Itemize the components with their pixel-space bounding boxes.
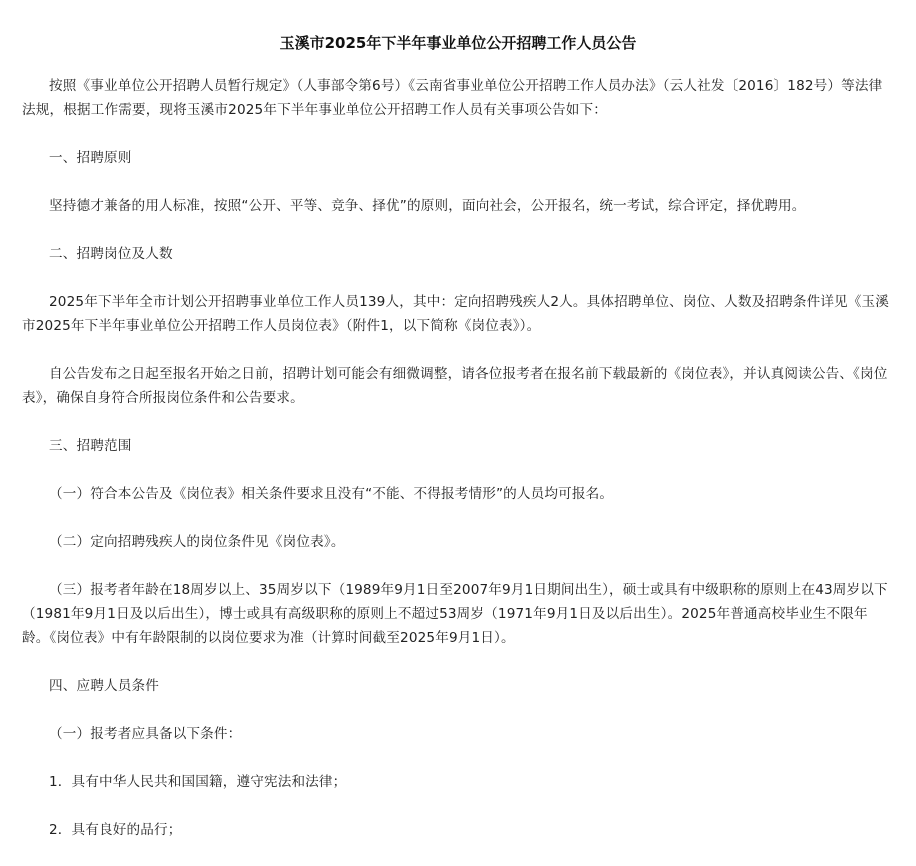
scope-item-1: （一）符合本公告及《岗位表》相关条件要求且没有“不能、不得报考情形”的人员均可报名。 (49, 486, 614, 502)
scope-item-2: （二）定向招聘残疾人的岗位条件见《岗位表》。 (49, 534, 345, 550)
conditions-subheading-1: （一）报考者应具备以下条件： (49, 726, 242, 742)
condition-item-1: 1．具有中华人民共和国国籍，遵守宪法和法律； (49, 774, 347, 790)
scope-item-3-age: （三）报考者年龄在18周岁以上、35周岁以下（1989年9月1日至2007年9月1日期间出生），硕士或具有中级职称的原则上在43周岁以下（1981年9月1日及以后出生），博士或具有高级职称的原则上不超过53周岁（1971年9月1日及以后出生）。2025年普通高校毕业生不限年龄。《岗位表》中有年龄限制的以岗位要求为准（计算时间截至2025年9月1日）。 (22, 582, 888, 646)
section-heading-principles: 一、招聘原则 (49, 150, 132, 166)
announcement-body (22, 74, 894, 866)
adjustment-paragraph: 自公告发布之日起至报名开始之日前，招聘计划可能会有细微调整，请各位报考者在报名前下载最新的《岗位表》，并认真阅读公告、《岗位表》，确保自身符合所报岗位条件和公告要求。 (22, 366, 888, 406)
section-heading-conditions: 四、应聘人员条件 (49, 678, 159, 694)
page-title: 玉溪市2025年下半年事业单位公开招聘工作人员公告 (279, 34, 637, 52)
principles-paragraph: 坚持德才兼备的用人标准，按照“公开、平等、竞争、择优”的原则，面向社会，公开报名，统一考试，综合评定，择优聘用。 (49, 198, 806, 214)
section-heading-scope: 三、招聘范围 (49, 438, 132, 454)
positions-paragraph: 2025年下半年全市计划公开招聘事业单位工作人员139人，其中：定向招聘残疾人2人。具体招聘单位、岗位、人数及招聘条件详见《玉溪市2025年下半年事业单位公开招聘工作人员岗位表》（附件1，以下简称《岗位表》）。 (22, 294, 890, 334)
section-heading-positions: 二、招聘岗位及人数 (49, 246, 173, 262)
intro-paragraph: 按照《事业单位公开招聘人员暂行规定》（人事部令第6号）《云南省事业单位公开招聘工作人员办法》（云人社发〔2016〕182号）等法律法规，根据工作需要，现将玉溪市2025年下半年事业单位公开招聘工作人员有关事项公告如下： (22, 78, 883, 118)
condition-item-2: 2．具有良好的品行； (49, 822, 182, 838)
